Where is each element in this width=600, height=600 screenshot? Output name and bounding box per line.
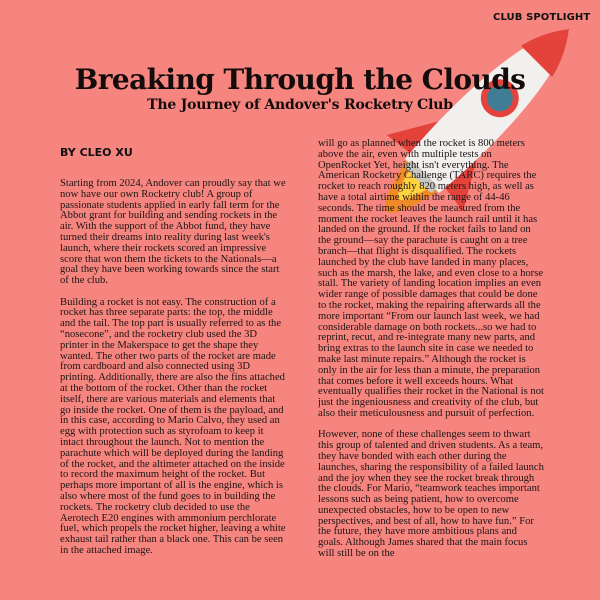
article-column-left — [60, 179, 286, 600]
article-byline: BY CLEO XU — [60, 146, 133, 159]
paragraph: However, none of these challenges seem to thwart this group of talented and driven students. As a team, they have bonded with each other during the launches, sharing the responsibility of a failed launch and the joy when they see the rocket break through the clouds. For Mario, “teamwork teaches important lessons such as being patient, how to overcome unexpected obstacles, how to be open to new perspectives, and best of all, how to have fun.” For the future, they have more ambitious plans and goals. Although James shared that the main focus will still be on the — [318, 429, 544, 560]
article-subheadline: The Journey of Andover's Rocketry Club — [147, 97, 453, 113]
section-label: CLUB SPOTLIGHT — [493, 12, 591, 23]
paragraph: Starting from 2024, Andover can proudly say that we now have our own Rocketry club! A group of passionate students applied in early fall term for the Abbot grant for building and sending rockets in the air. With the support of the Abbot fund, they have turned their dreams into reality during last week's launch, where their rockets scored an impressive score that won them the tickets to the Nationals—a goal they have been working towards since the start of the club. — [60, 179, 286, 287]
paragraph: Building a rocket is not easy. The construction of a rocket has three separate parts: the top, the middle and the tail. The top part is usually referred to as the “nosecone”, and the rocketry club used the 3D printer in the Makerspace to get the shape they wanted. The other two parts of the rocket are made from cardboard and also connected using 3D printing. Additionally, there are also the fins attached at the bottom of the rocket. Other than the rocket itself, there are various materials and elements that go inside the rocket. One of them is the payload, and in this case, according to Mario Calvo, they used an egg with protection such as styrofoam to keep it intact throughout the launch. Not to mention the parachute which will be deployed during the landing of the rocket, and the altimeter attached on the inside to record the maximum height of the rocket. But perhaps more important of all is the engine, which is also where most of the fund goes to in building the rockets. The rocketry club decided to use the Aerotech E20 engines with ammonium perchlorate fuel, which propels the rocket higher, leaving a white exhaust tail rather than a black one. This can be seen in the attached image. — [60, 296, 286, 556]
article-column-right — [318, 139, 544, 600]
article-headline: Breaking Through the Clouds — [74, 63, 526, 96]
paragraph: will go as planned when the rocket is 800 meters above the air, even with multiple tests on OpenRocket Yet, height isn't everything. The American Rocketry Challenge (TARC) requires the rocket to reach roughly 820 meters high, as well as have a total airtime within the range of 44-46 seconds. The time should be measured from the moment the rocket leaves the launch rail until it has landed on the ground. If the rocket fails to land on the ground—say the parachute is caught on a tree branch—that flight is disqualified. The rockets launched by the club have landed in many places, such as the marsh, the lake, and even close to a horse stall. The variety of landing location implies an even wider range of possible damages that could be done to the rocket, making the repairing afterwards all the more important “From our launch last week, we had considerable damage on both rockets...so we had to reprint, recut, and re-integrate many new parts, and bring extras to the launch site in case we needed to make last minute repairs.” Although the rocket is only in the air for less than a minute, the preparation that comes before it well exceeds hours. What eventually qualifies their rocket in the National is not just the ingeniousness and creativity of the club, but also their meticulousness and pursuit of perfection. — [318, 139, 544, 419]
